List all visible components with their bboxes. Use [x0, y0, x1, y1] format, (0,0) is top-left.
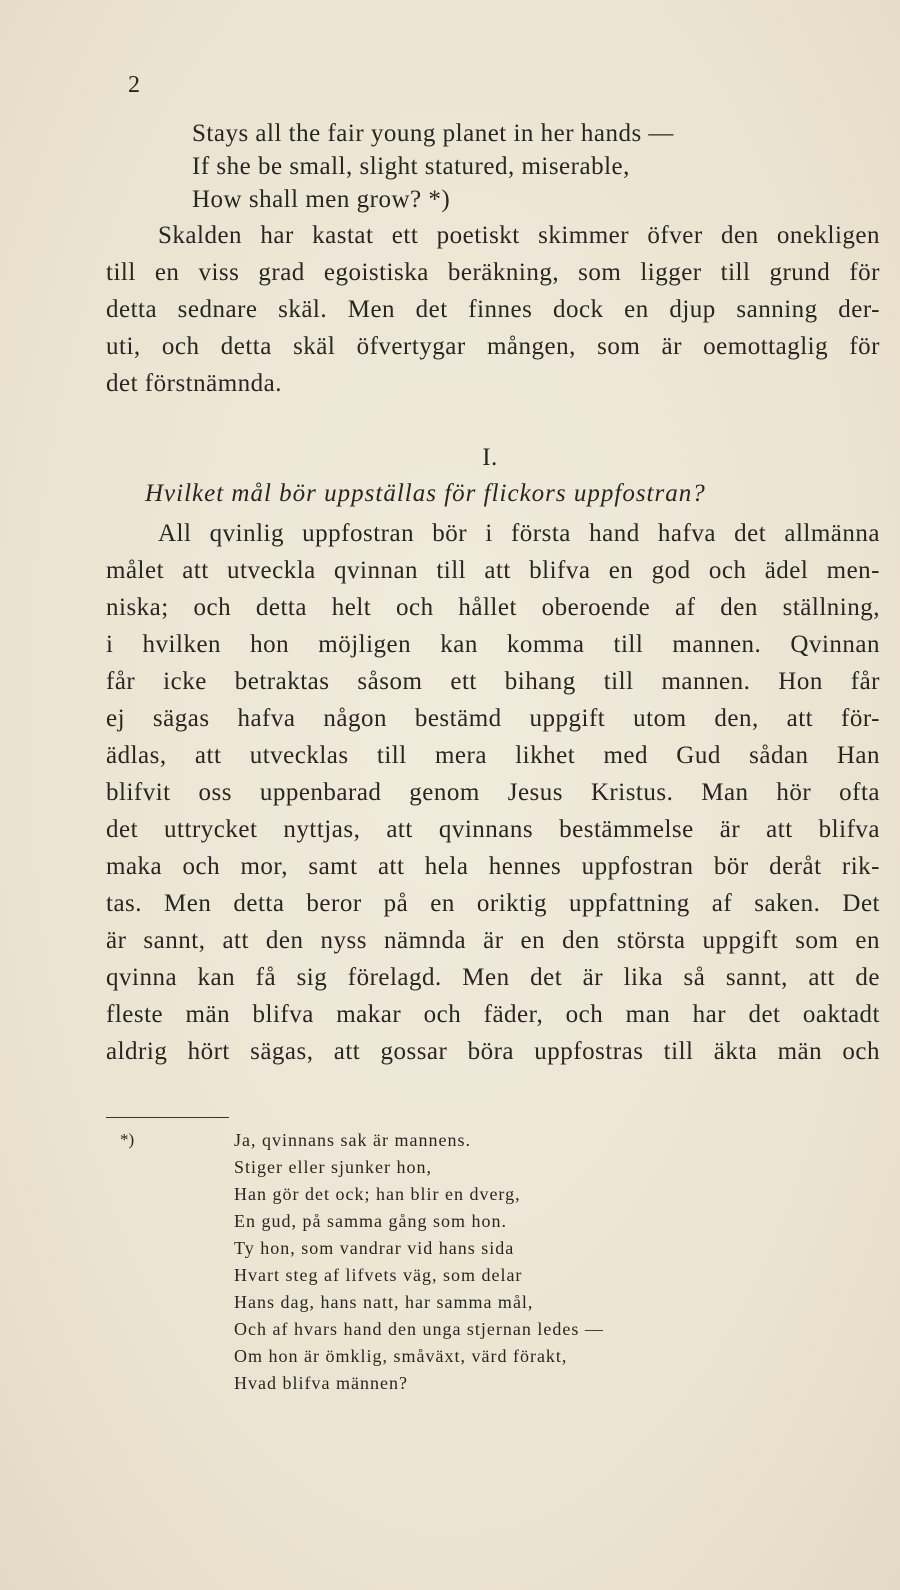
- paragraph-line: ej sägas hafva någon bestämd uppgift utom den, att för-: [106, 705, 880, 732]
- poem-line: If she be small, slight statured, miserable,: [192, 153, 630, 180]
- paragraph-line: i hvilken hon möjligen kan komma till mannen. Qvinnan: [106, 631, 880, 658]
- footnote-line: Hans dag, hans natt, har samma mål,: [234, 1292, 534, 1312]
- paragraph-line: det uttrycket nyttjas, att qvinnans bestämmelse är att blifva: [106, 816, 880, 843]
- footnote-line: Om hon är ömklig, småväxt, värd förakt,: [234, 1346, 568, 1366]
- paragraph-line: All qvinlig uppfostran bör i första hand hafva det allmänna: [158, 520, 880, 547]
- section-title: Hvilket mål bör uppställas för flickors uppfostran?: [145, 480, 706, 507]
- paragraph-line: ädlas, att utvecklas till mera likhet med Gud sådan Han: [106, 742, 880, 769]
- paragraph-line: detta sednare skäl. Men det finnes dock en djup sanning der-: [106, 296, 880, 323]
- footnote-line: Stiger eller sjunker hon,: [234, 1157, 432, 1177]
- paragraph-line: fleste män blifva makar och fäder, och man har det oaktadt: [106, 1001, 880, 1028]
- section-number: I.: [482, 444, 498, 471]
- footnote-line: Ja, qvinnans sak är mannens.: [234, 1130, 471, 1150]
- footnote-marker: *): [120, 1130, 135, 1149]
- paragraph-line: uti, och detta skäl öfvertygar mången, som är oemottaglig för: [106, 333, 880, 360]
- page-number: 2: [128, 72, 140, 98]
- footnote-line: Han gör det ock; han blir en dverg,: [234, 1184, 521, 1204]
- paragraph-line: målet att utveckla qvinnan till att blifva en god och ädel men-: [106, 557, 880, 584]
- footnote-line: Hvart steg af lifvets väg, som delar: [234, 1265, 523, 1285]
- poem-line: Stays all the fair young planet in her hands —: [192, 120, 674, 147]
- paragraph-line: aldrig hört sägas, att gossar böra uppfostras till äkta män och: [106, 1038, 880, 1065]
- paragraph-line: maka och mor, samt att hela hennes uppfostran bör deråt rik-: [106, 853, 880, 880]
- paragraph-line: får icke betraktas såsom ett bihang till mannen. Hon får: [106, 668, 880, 695]
- paragraph-line: tas. Men detta beror på en oriktig uppfattning af saken. Det: [106, 890, 880, 917]
- paragraph-line: blifvit oss uppenbarad genom Jesus Kristus. Man hör ofta: [106, 779, 880, 806]
- footnote-rule: [106, 1117, 229, 1118]
- footnote-line: Ty hon, som vandrar vid hans sida: [234, 1238, 515, 1258]
- paragraph-line: qvinna kan få sig förelagd. Men det är lika så sannt, att de: [106, 964, 880, 991]
- footnote-line: Och af hvars hand den unga stjernan ledes —: [234, 1319, 604, 1339]
- paragraph-line: det förstnämnda.: [106, 370, 283, 397]
- poem-line: How shall men grow? *): [192, 186, 451, 213]
- paragraph-line: är sannt, att den nyss nämnda är en den största uppgift som en: [106, 927, 880, 954]
- paragraph-line: Skalden har kastat ett poetiskt skimmer öfver den onekligen: [158, 222, 880, 249]
- footnote-line: En gud, på samma gång som hon.: [234, 1211, 507, 1231]
- footnote-line: Hvad blifva männen?: [234, 1373, 408, 1393]
- paragraph-line: till en viss grad egoistiska beräkning, som ligger till grund för: [106, 259, 880, 286]
- paragraph-line: niska; och detta helt och hållet oberoende af den ställning,: [106, 594, 880, 621]
